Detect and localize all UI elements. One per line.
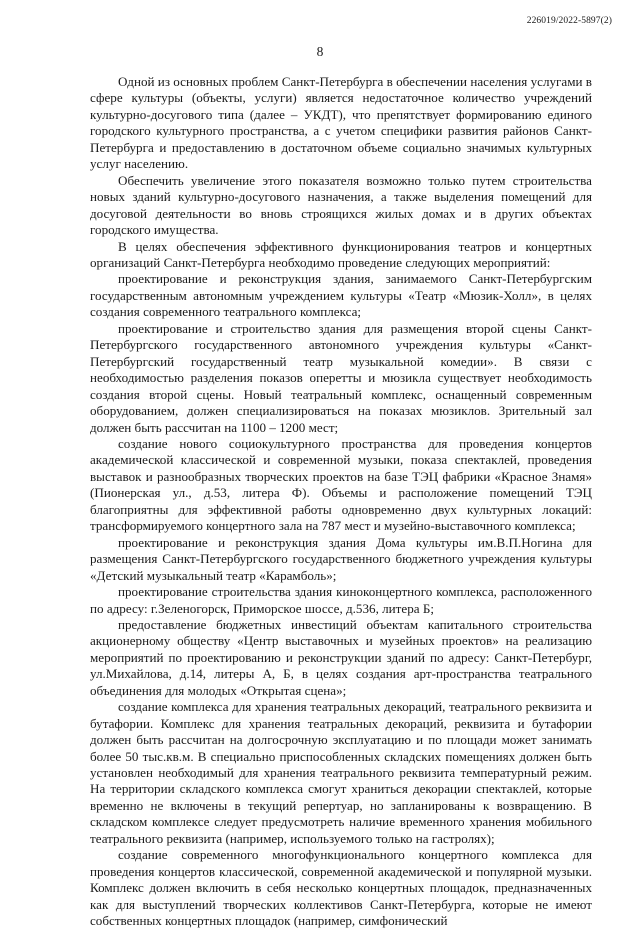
paragraph: проектирование и строительство здания для размещения второй сцены Санкт-Петербургского государственного автономного учреждения культуры «Санкт-Петербургский государственный театр музыкальной комедии». В связи с необходимостью разделения показов оперетты и мюзикла существует необходимость создания второй сцены. Новый театральный комплекс, оснащенный современным оборудованием, должен специализироваться на показах мюзиклов. Зрительный зал должен быть рассчитан на 1100 – 1200 мест; (90, 320, 592, 435)
paragraph: создание современного многофункционального концертного комплекса для проведения концертов классической, современной академической и популярной музыки. Комплекс должен включить в себя несколько концертных площадок, предназначенных как для выступлений творческих коллективов Санкт-Петербурга, которые не имеют собственных концертных площадок (например, симфонический (90, 847, 592, 929)
paragraph: создание комплекса для хранения театральных декораций, театрального реквизита и бутафории. Комплекс для хранения театральных декораций, реквизита и бутафории должен быть рассчитан на долгосрочную эксплуатацию и по площади может занимать более 50 тыс.кв.м. В специально приспособленных складских помещениях должен быть установлен необходимый для хранения театрального реквизита температурный режим. На территории складского комплекса смогут храниться декорации спектаклей, которые временно не включены в текущий репертуар, но запланированы к возвращению. В складском комплексе следует предусмотреть наличие временного хранения мобильного театрального реквизита (например, используемого только на гастролях); (90, 699, 592, 846)
paragraph: создание нового социокультурного пространства для проведения концертов академической классической и современной музыки, показа спектаклей, проведения выставок и разнообразных творческих проектов на базе ТЭЦ фабрики «Красное Знамя» (Пионерская ул., д.53, литера Ф). Объемы и расположение помещений ТЭЦ благоприятны для эффективной работы одновременно двух культурных локаций: трансформируемого концертного зала на 787 мест и музейно-выставочного комплекса; (90, 435, 592, 534)
paragraph: Одной из основных проблем Санкт-Петербурга в обеспечении населения услугами в сфере культуры (объекты, услуги) является недостаточное количество учреждений культурно-досугового типа (далее – УКДТ), что препятствует формированию единого городского культурного пространства, а с учетом специфики развития районов Санкт-Петербурга и предоставлению в достаточном объеме социально значимых культурных услуг населению. (90, 74, 592, 172)
document-body (90, 74, 592, 930)
paragraph: Обеспечить увеличение этого показателя возможно только путем строительства новых зданий культурно-досугового назначения, а также выделения помещений для досуговой деятельности во вновь строящихся жилых домах и в других объектах городского имущества. (90, 172, 592, 238)
page-number: 8 (316, 44, 324, 59)
paragraph: проектирование строительства здания киноконцертного комплекса, расположенного по адресу: г.Зеленогорск, Приморское шоссе, д.536, литера Б; (90, 584, 592, 616)
paragraph: В целях обеспечения эффективного функционирования театров и концертных организаций Санкт-Петербурга необходимо проведение следующих мероприятий: (90, 238, 592, 270)
paragraph: предоставление бюджетных инвестиций объектам капитального строительства акционерному обществу «Центр выставочных и музейных проектов» на реализацию мероприятий по проектированию и реконструкции зданий по адресу: Санкт-Петербург, ул.Михайлова, д.14, литеры А, Б, в целях создания арт-пространства театрального объединения для молодых «Открытая сцена»; (90, 616, 592, 698)
paragraph: проектирование и реконструкция здания Дома культуры им.В.П.Ногина для размещения Санкт-Петербургского государственного бюджетного учреждения культуры «Детский музыкальный театр «Карамболь»; (90, 534, 592, 583)
paragraph: проектирование и реконструкция здания, занимаемого Санкт-Петербургским государственным автономным учреждением культуры «Театр «Мюзик-Холл», в целях создания современного театрального комплекса; (90, 271, 592, 320)
document-id: 226019/2022-5897(2) (526, 16, 612, 26)
